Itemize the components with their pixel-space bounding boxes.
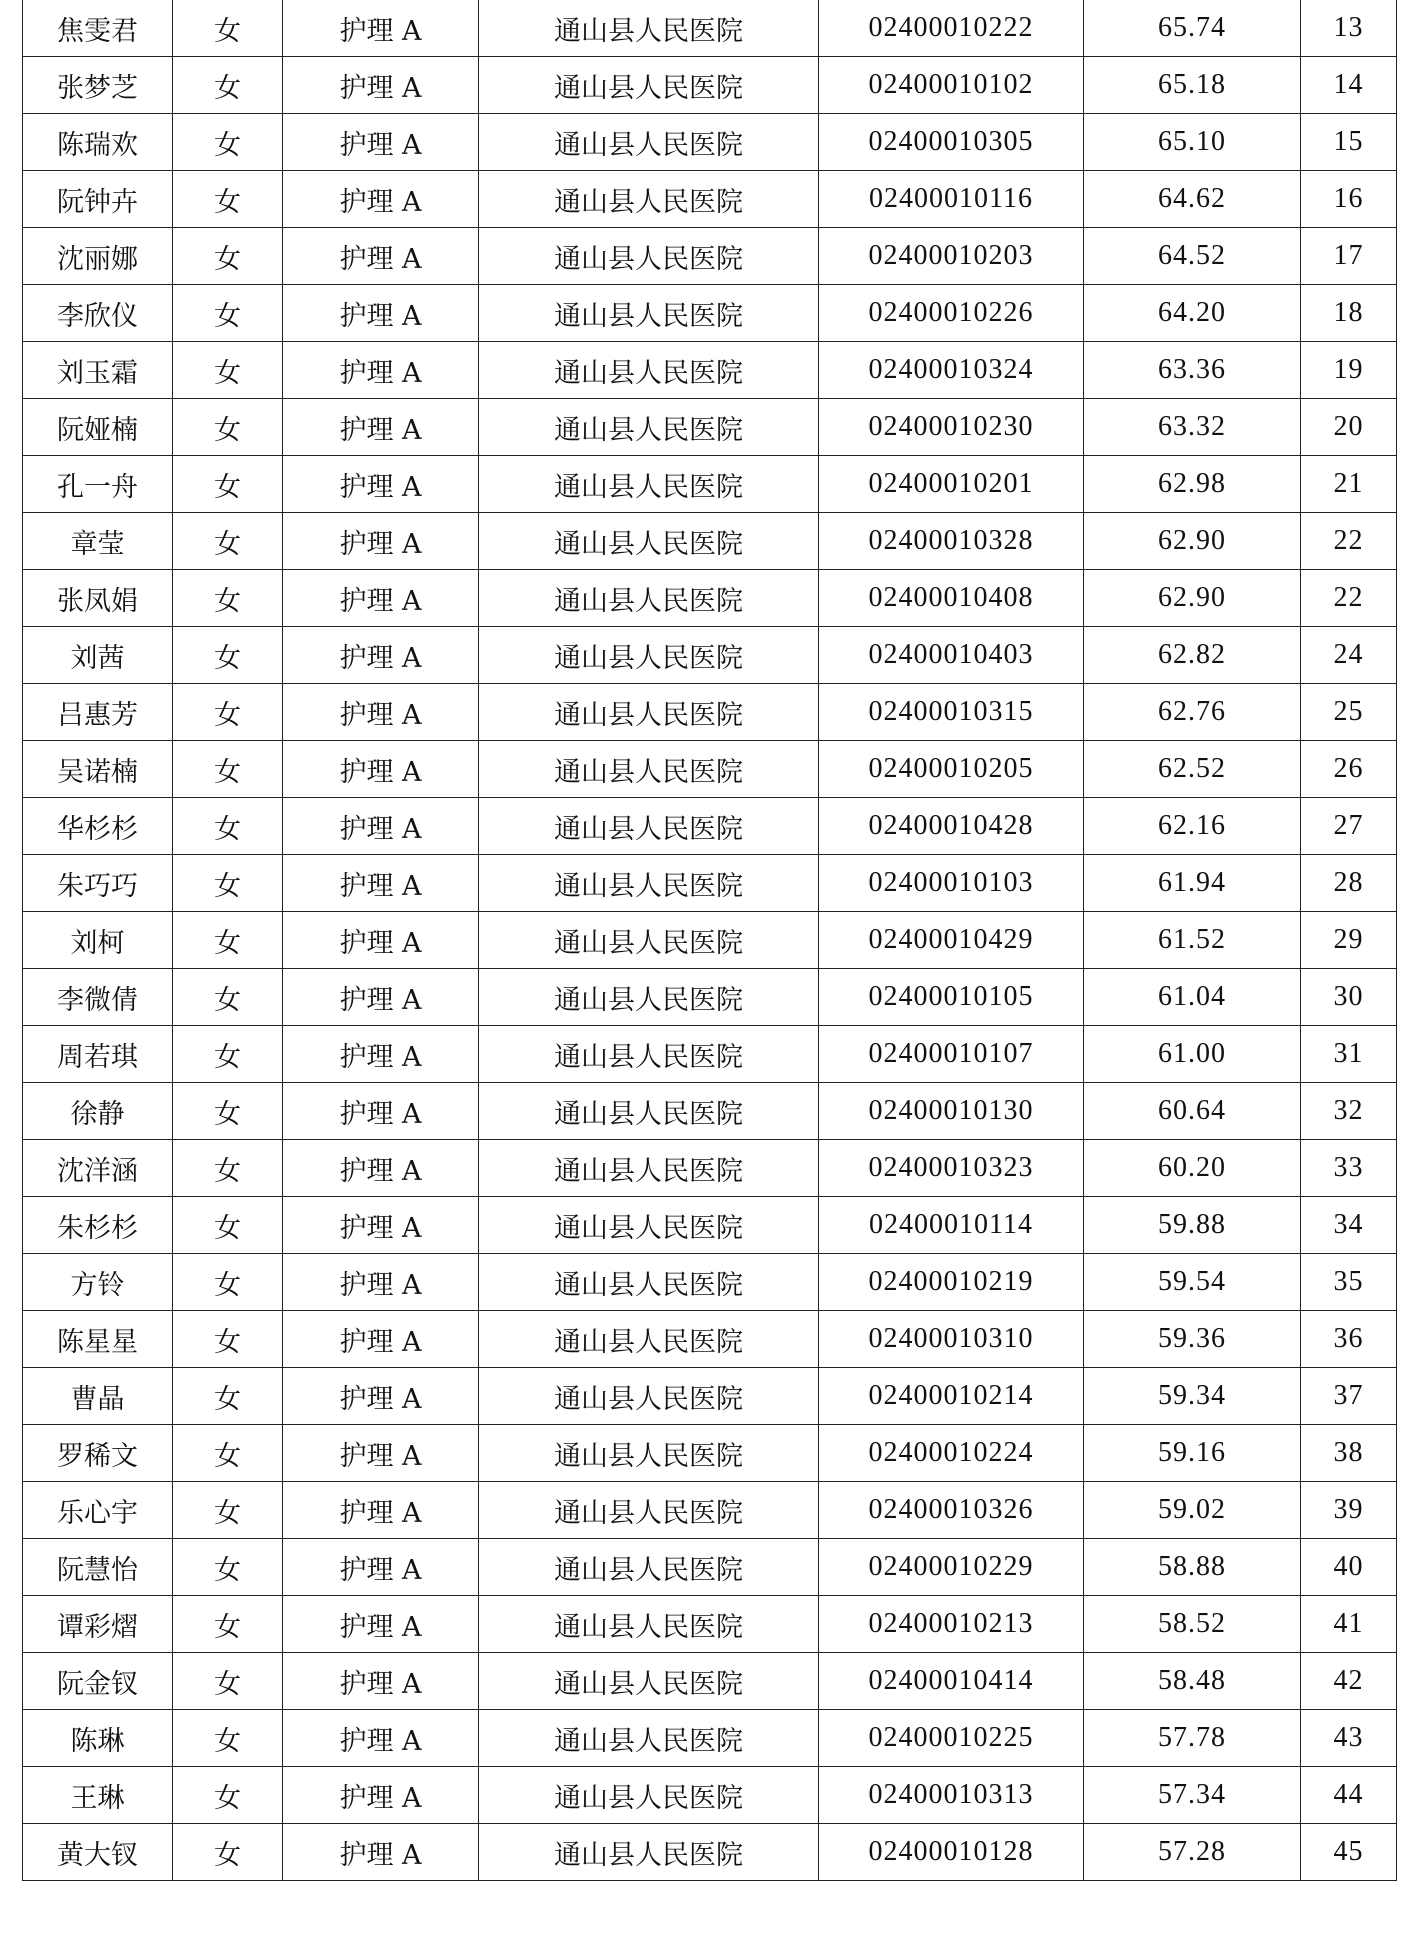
rank-cell: 21 [1301,456,1397,513]
name-cell: 周若琪 [23,1026,173,1083]
unit-cell: 通山县人民医院 [479,456,819,513]
score-cell: 57.28 [1084,1824,1301,1881]
unit-cell: 通山县人民医院 [479,1824,819,1881]
table-row [23,1710,1397,1767]
score-cell: 62.90 [1084,570,1301,627]
table-row [23,684,1397,741]
position-cell: 护理 A [283,456,479,513]
ticket-number-cell: 02400010429 [819,912,1084,969]
position-cell: 护理 A [283,1539,479,1596]
unit-cell: 通山县人民医院 [479,1026,819,1083]
rank-cell: 26 [1301,741,1397,798]
rank-cell: 18 [1301,285,1397,342]
position-cell: 护理 A [283,171,479,228]
position-cell: 护理 A [283,0,479,57]
ticket-number-cell: 02400010219 [819,1254,1084,1311]
ticket-number-cell: 02400010102 [819,57,1084,114]
name-cell: 方铃 [23,1254,173,1311]
score-cell: 64.20 [1084,285,1301,342]
gender-cell: 女 [173,1311,283,1368]
rank-cell: 36 [1301,1311,1397,1368]
rank-cell: 19 [1301,342,1397,399]
position-cell: 护理 A [283,627,479,684]
score-cell: 63.32 [1084,399,1301,456]
score-cell: 62.76 [1084,684,1301,741]
table-row [23,1539,1397,1596]
unit-cell: 通山县人民医院 [479,1083,819,1140]
unit-cell: 通山县人民医院 [479,1539,819,1596]
gender-cell: 女 [173,399,283,456]
ticket-number-cell: 02400010229 [819,1539,1084,1596]
unit-cell: 通山县人民医院 [479,1653,819,1710]
score-cell: 61.94 [1084,855,1301,912]
name-cell: 陈琳 [23,1710,173,1767]
rank-cell: 37 [1301,1368,1397,1425]
score-cell: 62.52 [1084,741,1301,798]
gender-cell: 女 [173,1824,283,1881]
gender-cell: 女 [173,1368,283,1425]
gender-cell: 女 [173,855,283,912]
table-row [23,1254,1397,1311]
rank-cell: 22 [1301,513,1397,570]
position-cell: 护理 A [283,1368,479,1425]
score-cell: 64.52 [1084,228,1301,285]
name-cell: 刘柯 [23,912,173,969]
gender-cell: 女 [173,228,283,285]
name-cell: 陈瑞欢 [23,114,173,171]
ticket-number-cell: 02400010326 [819,1482,1084,1539]
score-cell: 59.54 [1084,1254,1301,1311]
score-cell: 65.18 [1084,57,1301,114]
position-cell: 护理 A [283,57,479,114]
position-cell: 护理 A [283,969,479,1026]
name-cell: 沈丽娜 [23,228,173,285]
position-cell: 护理 A [283,684,479,741]
score-cell: 59.16 [1084,1425,1301,1482]
ticket-number-cell: 02400010128 [819,1824,1084,1881]
score-cell: 60.64 [1084,1083,1301,1140]
rank-cell: 39 [1301,1482,1397,1539]
gender-cell: 女 [173,1539,283,1596]
rank-cell: 15 [1301,114,1397,171]
ticket-number-cell: 02400010315 [819,684,1084,741]
table-row [23,1026,1397,1083]
score-cell: 62.90 [1084,513,1301,570]
rank-cell: 31 [1301,1026,1397,1083]
unit-cell: 通山县人民医院 [479,684,819,741]
gender-cell: 女 [173,969,283,1026]
ticket-number-cell: 02400010225 [819,1710,1084,1767]
score-cell: 59.88 [1084,1197,1301,1254]
unit-cell: 通山县人民医院 [479,1767,819,1824]
ticket-number-cell: 02400010222 [819,0,1084,57]
unit-cell: 通山县人民医院 [479,228,819,285]
table-row [23,912,1397,969]
table-row [23,1311,1397,1368]
score-cell: 60.20 [1084,1140,1301,1197]
rank-cell: 41 [1301,1596,1397,1653]
ticket-number-cell: 02400010305 [819,114,1084,171]
table-row [23,1197,1397,1254]
name-cell: 曹晶 [23,1368,173,1425]
ticket-number-cell: 02400010130 [819,1083,1084,1140]
position-cell: 护理 A [283,1710,479,1767]
table-row [23,855,1397,912]
unit-cell: 通山县人民医院 [479,57,819,114]
table-row [23,627,1397,684]
name-cell: 乐心宇 [23,1482,173,1539]
name-cell: 陈星星 [23,1311,173,1368]
ticket-number-cell: 02400010323 [819,1140,1084,1197]
score-cell: 58.88 [1084,1539,1301,1596]
unit-cell: 通山县人民医院 [479,342,819,399]
gender-cell: 女 [173,285,283,342]
rank-cell: 17 [1301,228,1397,285]
table-row [23,1767,1397,1824]
position-cell: 护理 A [283,1026,479,1083]
name-cell: 阮钟卉 [23,171,173,228]
unit-cell: 通山县人民医院 [479,0,819,57]
score-cell: 57.78 [1084,1710,1301,1767]
rank-cell: 32 [1301,1083,1397,1140]
position-cell: 护理 A [283,1254,479,1311]
unit-cell: 通山县人民医院 [479,1710,819,1767]
position-cell: 护理 A [283,1596,479,1653]
results-table-body [23,0,1397,1881]
score-cell: 61.04 [1084,969,1301,1026]
rank-cell: 38 [1301,1425,1397,1482]
gender-cell: 女 [173,171,283,228]
unit-cell: 通山县人民医院 [479,912,819,969]
unit-cell: 通山县人民医院 [479,1140,819,1197]
table-row [23,342,1397,399]
ticket-number-cell: 02400010428 [819,798,1084,855]
name-cell: 黄大钗 [23,1824,173,1881]
name-cell: 沈洋涵 [23,1140,173,1197]
gender-cell: 女 [173,1197,283,1254]
table-row [23,114,1397,171]
score-cell: 59.34 [1084,1368,1301,1425]
name-cell: 朱巧巧 [23,855,173,912]
name-cell: 王琳 [23,1767,173,1824]
name-cell: 李微倩 [23,969,173,1026]
table-row [23,1596,1397,1653]
ticket-number-cell: 02400010403 [819,627,1084,684]
name-cell: 李欣仪 [23,285,173,342]
position-cell: 护理 A [283,1653,479,1710]
position-cell: 护理 A [283,228,479,285]
name-cell: 张梦芝 [23,57,173,114]
gender-cell: 女 [173,456,283,513]
score-cell: 59.02 [1084,1482,1301,1539]
name-cell: 阮慧怡 [23,1539,173,1596]
table-row [23,1653,1397,1710]
unit-cell: 通山县人民医院 [479,399,819,456]
rank-cell: 27 [1301,798,1397,855]
score-cell: 65.10 [1084,114,1301,171]
ticket-number-cell: 02400010107 [819,1026,1084,1083]
gender-cell: 女 [173,1482,283,1539]
score-cell: 58.52 [1084,1596,1301,1653]
rank-cell: 22 [1301,570,1397,627]
position-cell: 护理 A [283,1083,479,1140]
unit-cell: 通山县人民医院 [479,1197,819,1254]
ticket-number-cell: 02400010103 [819,855,1084,912]
score-cell: 61.52 [1084,912,1301,969]
ticket-number-cell: 02400010224 [819,1425,1084,1482]
ticket-number-cell: 02400010408 [819,570,1084,627]
gender-cell: 女 [173,1767,283,1824]
table-row [23,1140,1397,1197]
gender-cell: 女 [173,0,283,57]
unit-cell: 通山县人民医院 [479,171,819,228]
unit-cell: 通山县人民医院 [479,1596,819,1653]
table-row [23,969,1397,1026]
gender-cell: 女 [173,1026,283,1083]
table-row [23,171,1397,228]
position-cell: 护理 A [283,798,479,855]
position-cell: 护理 A [283,1767,479,1824]
ticket-number-cell: 02400010114 [819,1197,1084,1254]
ticket-number-cell: 02400010213 [819,1596,1084,1653]
ticket-number-cell: 02400010105 [819,969,1084,1026]
unit-cell: 通山县人民医院 [479,969,819,1026]
name-cell: 谭彩熠 [23,1596,173,1653]
unit-cell: 通山县人民医院 [479,741,819,798]
position-cell: 护理 A [283,1311,479,1368]
ticket-number-cell: 02400010328 [819,513,1084,570]
rank-cell: 29 [1301,912,1397,969]
rank-cell: 44 [1301,1767,1397,1824]
rank-cell: 25 [1301,684,1397,741]
unit-cell: 通山县人民医院 [479,570,819,627]
unit-cell: 通山县人民医院 [479,114,819,171]
name-cell: 朱杉杉 [23,1197,173,1254]
unit-cell: 通山县人民医院 [479,1368,819,1425]
score-cell: 62.16 [1084,798,1301,855]
rank-cell: 16 [1301,171,1397,228]
rank-cell: 24 [1301,627,1397,684]
position-cell: 护理 A [283,1140,479,1197]
name-cell: 阮金钗 [23,1653,173,1710]
gender-cell: 女 [173,1140,283,1197]
table-row [23,228,1397,285]
position-cell: 护理 A [283,513,479,570]
name-cell: 吕惠芳 [23,684,173,741]
gender-cell: 女 [173,627,283,684]
rank-cell: 40 [1301,1539,1397,1596]
position-cell: 护理 A [283,1197,479,1254]
table-row [23,798,1397,855]
name-cell: 吴诺楠 [23,741,173,798]
name-cell: 章莹 [23,513,173,570]
gender-cell: 女 [173,114,283,171]
table-row [23,399,1397,456]
table-row [23,1368,1397,1425]
gender-cell: 女 [173,1596,283,1653]
ticket-number-cell: 02400010205 [819,741,1084,798]
gender-cell: 女 [173,570,283,627]
rank-cell: 28 [1301,855,1397,912]
rank-cell: 42 [1301,1653,1397,1710]
score-cell: 64.62 [1084,171,1301,228]
table-row [23,570,1397,627]
score-cell: 62.82 [1084,627,1301,684]
table-row [23,1824,1397,1881]
score-cell: 59.36 [1084,1311,1301,1368]
rank-cell: 13 [1301,0,1397,57]
ticket-number-cell: 02400010414 [819,1653,1084,1710]
position-cell: 护理 A [283,1482,479,1539]
position-cell: 护理 A [283,399,479,456]
position-cell: 护理 A [283,741,479,798]
ticket-number-cell: 02400010310 [819,1311,1084,1368]
gender-cell: 女 [173,342,283,399]
unit-cell: 通山县人民医院 [479,1254,819,1311]
score-cell: 58.48 [1084,1653,1301,1710]
rank-cell: 45 [1301,1824,1397,1881]
position-cell: 护理 A [283,342,479,399]
ticket-number-cell: 02400010214 [819,1368,1084,1425]
rank-cell: 14 [1301,57,1397,114]
gender-cell: 女 [173,684,283,741]
unit-cell: 通山县人民医院 [479,1311,819,1368]
unit-cell: 通山县人民医院 [479,798,819,855]
ticket-number-cell: 02400010226 [819,285,1084,342]
rank-cell: 35 [1301,1254,1397,1311]
position-cell: 护理 A [283,1425,479,1482]
ticket-number-cell: 02400010313 [819,1767,1084,1824]
name-cell: 刘玉霜 [23,342,173,399]
score-cell: 61.00 [1084,1026,1301,1083]
results-table [22,0,1397,1881]
score-cell: 65.74 [1084,0,1301,57]
name-cell: 华杉杉 [23,798,173,855]
name-cell: 罗稀文 [23,1425,173,1482]
table-row [23,0,1397,57]
gender-cell: 女 [173,1083,283,1140]
gender-cell: 女 [173,1653,283,1710]
score-cell: 57.34 [1084,1767,1301,1824]
table-row [23,285,1397,342]
name-cell: 刘茜 [23,627,173,684]
gender-cell: 女 [173,741,283,798]
table-row [23,1482,1397,1539]
unit-cell: 通山县人民医院 [479,1425,819,1482]
table-row [23,456,1397,513]
rank-cell: 43 [1301,1710,1397,1767]
ticket-number-cell: 02400010116 [819,171,1084,228]
unit-cell: 通山县人民医院 [479,855,819,912]
table-row [23,1425,1397,1482]
unit-cell: 通山县人民医院 [479,513,819,570]
name-cell: 孔一舟 [23,456,173,513]
ticket-number-cell: 02400010230 [819,399,1084,456]
table-row [23,1083,1397,1140]
gender-cell: 女 [173,798,283,855]
unit-cell: 通山县人民医院 [479,1482,819,1539]
position-cell: 护理 A [283,1824,479,1881]
ticket-number-cell: 02400010201 [819,456,1084,513]
unit-cell: 通山县人民医院 [479,627,819,684]
unit-cell: 通山县人民医院 [479,285,819,342]
position-cell: 护理 A [283,570,479,627]
gender-cell: 女 [173,1425,283,1482]
gender-cell: 女 [173,513,283,570]
gender-cell: 女 [173,57,283,114]
table-row [23,741,1397,798]
rank-cell: 34 [1301,1197,1397,1254]
position-cell: 护理 A [283,114,479,171]
gender-cell: 女 [173,1710,283,1767]
score-cell: 62.98 [1084,456,1301,513]
gender-cell: 女 [173,912,283,969]
rank-cell: 30 [1301,969,1397,1026]
name-cell: 焦雯君 [23,0,173,57]
position-cell: 护理 A [283,912,479,969]
name-cell: 阮娅楠 [23,399,173,456]
name-cell: 徐静 [23,1083,173,1140]
name-cell: 张凤娟 [23,570,173,627]
rank-cell: 33 [1301,1140,1397,1197]
score-cell: 63.36 [1084,342,1301,399]
rank-cell: 20 [1301,399,1397,456]
gender-cell: 女 [173,1254,283,1311]
table-row [23,57,1397,114]
ticket-number-cell: 02400010324 [819,342,1084,399]
position-cell: 护理 A [283,855,479,912]
table-row [23,513,1397,570]
position-cell: 护理 A [283,285,479,342]
ticket-number-cell: 02400010203 [819,228,1084,285]
